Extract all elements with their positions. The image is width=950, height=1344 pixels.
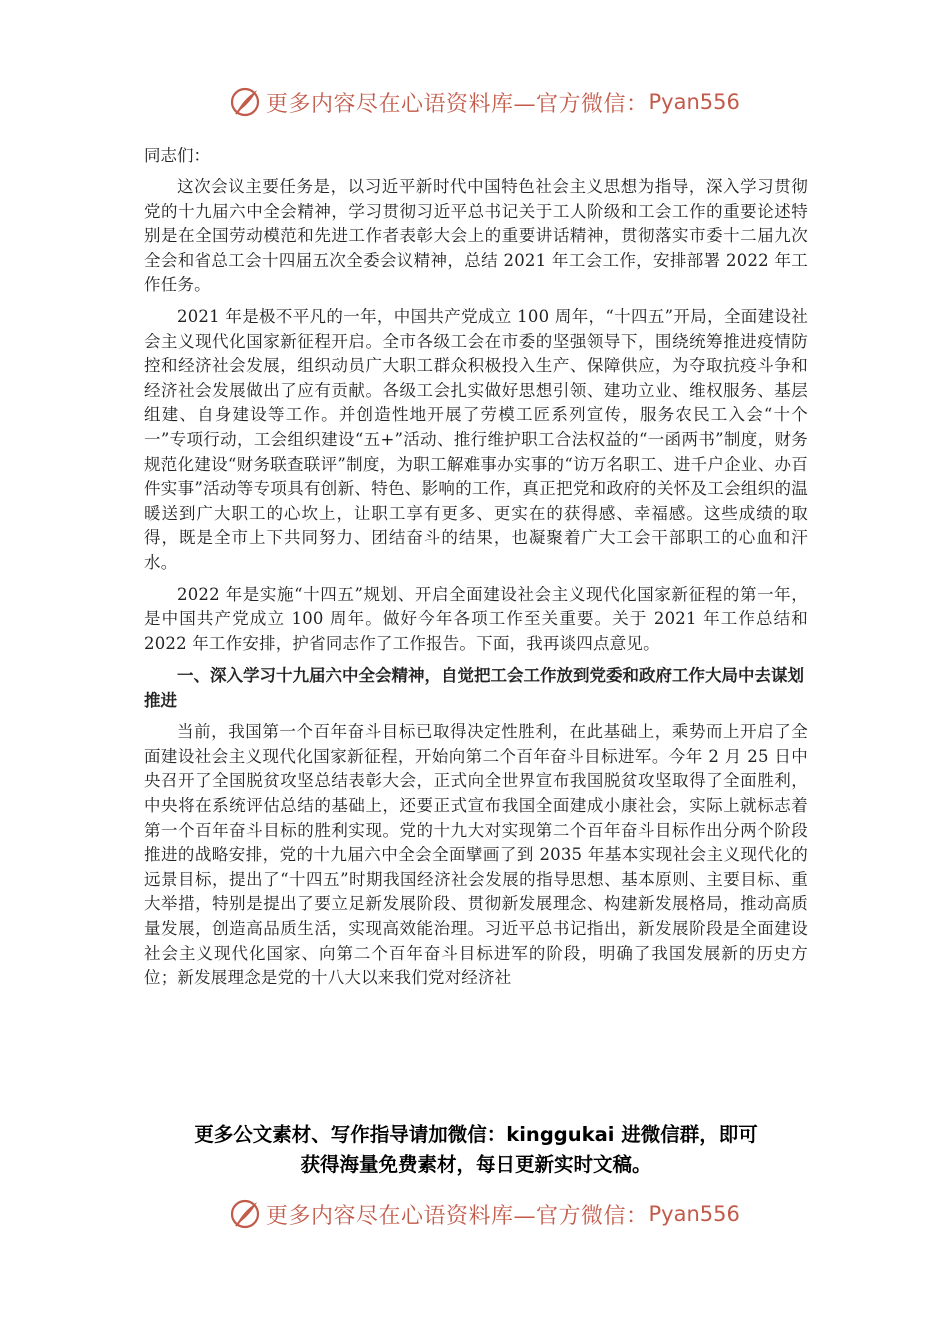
- promo-line-2: 获得海量免费素材，每日更新实时文稿。: [300, 1153, 652, 1176]
- banner-text: 更多内容尽在心语资料库—官方微信：: [266, 91, 649, 117]
- header-watermark-banner: [228, 82, 740, 122]
- paragraph-1: 这次会议主要任务是，以习近平新时代中国特色社会主义思想为指导，深入学习贯彻党的十九届六中全会精神，学习贯彻习近平总书记关于工人阶级和工会工作的重要论述特别是在全国劳动模范和先进工作者表彰大会上的重要讲话精神，贯彻落实市委十二届九次全会和省总工会十四届五次全委会议精神，总结 2021 年工会工作，安排部署 2022 年工作任务。: [144, 177, 808, 295]
- footer-watermark-banner: [228, 1194, 740, 1234]
- banner-text: 更多内容尽在心语资料库—官方微信：: [266, 1203, 649, 1229]
- paragraph-2: 2021 年是极不平凡的一年，中国共产党成立 100 周年，“十四五”开局，全面建设社会主义现代化国家新征程开启。全市各级工会在市委的坚强领导下，围绕统筹推进疫情防控和经济社会发展，组织动员广大职工群众积极投入生产、保障供应，为夺取抗疫斗争和经济社会发展做出了应有贡献。各级工会扎实做好思想引领、建功立业、维权服务、基层组建、自身建设等工作。并创造性地开展了劳模工匠系列宣传，服务农民工入会“十个一”专项行动，工会组织建设“五+”活动、推行维护职工合法权益的“一函两书”制度，财务规范化建设“财务联查联评”制度，为职工解难事办实事的“访万名职工、进千户企业、办百件实事”活动等专项具有创新、特色、影响的工作，真正把党和政府的关怀及工会组织的温暖送到广大职工的心坎上，让职工享有更多、更实在的获得感、幸福感。这些成绩的取得，既是全市上下共同努力、团结奋斗的结果，也凝聚着广大工会干部职工的心血和汗水。: [144, 306, 808, 572]
- paragraph-3: 2022 年是实施“十四五”规划、开启全面建设社会主义现代化国家新征程的第一年，是中国共产党成立 100 周年。做好今年各项工作至关重要。关于 2021 年工作总结和 2022 年工作安排，护省同志作了工作报告。下面，我再谈四点意见。: [144, 584, 808, 653]
- banner-wechat-id: Pyan556: [648, 90, 740, 114]
- greeting: 同志们：: [144, 146, 210, 165]
- promo-line-1: 更多公文素材、写作指导请加微信：kinggukai 进微信群，即可: [194, 1123, 758, 1146]
- promo-notice: [140, 1120, 812, 1180]
- quill-pen-logo-icon: [228, 1197, 262, 1231]
- quill-pen-logo-icon: [228, 85, 262, 119]
- section-heading-1: 一、深入学习十九届六中全会精神，自觉把工会工作放到党委和政府工作大局中去谋划推进: [144, 666, 804, 711]
- document-body: [144, 143, 808, 998]
- paragraph-4: 当前，我国第一个百年奋斗目标已取得决定性胜利，在此基础上，乘势而上开启了全面建设社会主义现代化国家新征程，开始向第二个百年奋斗目标进军。今年 2 月 25 日中央召开了全国脱贫攻坚总结表彰大会，正式向全世界宣布我国脱贫攻坚取得了全面胜利，中央将在系统评估总结的基础上，还要正式宣布我国全面建成小康社会，实际上就标志着第一个百年奋斗目标的胜利实现。党的十九大对实现第二个百年奋斗目标作出分两个阶段推进的战略安排，党的十九届六中全会全面擘画了到 2035 年基本实现社会主义现代化的远景目标，提出了“十四五”时期我国经济社会发展的指导思想、基本原则、主要目标、重大举措，特别是提出了要立足新发展阶段、贯彻新发展理念、构建新发展格局，推动高质量发展，创造高品质生活，实现高效能治理。习近平总书记指出，新发展阶段是全面建设社会主义现代化国家、向第二个百年奋斗目标进军的阶段，明确了我国发展新的历史方位；新发展理念是党的十八大以来我们党对经济社: [144, 722, 808, 988]
- banner-wechat-id: Pyan556: [648, 1202, 740, 1226]
